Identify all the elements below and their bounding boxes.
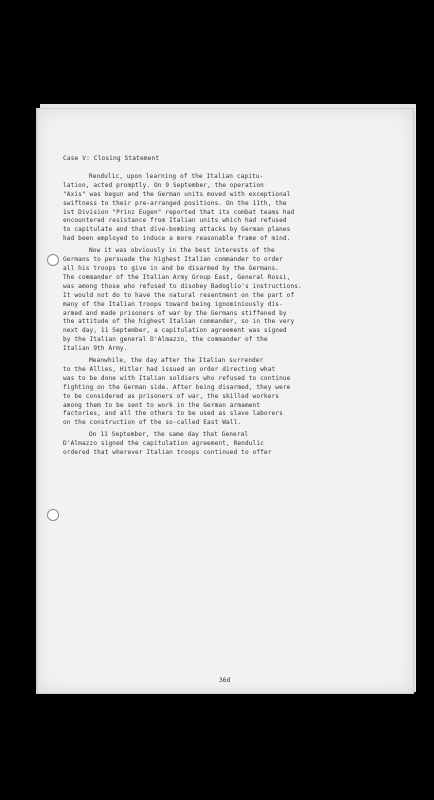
text-line: D'Almazzo signed the capitulation agreement, Rendulic: [63, 440, 264, 448]
text-line: was among those who refused to disobey Badoglio's instructions.: [63, 282, 302, 290]
document-heading: Case V: Closing Statement: [63, 155, 160, 162]
text-line: "Axis" was begun and the German units moved with exceptional: [63, 190, 291, 198]
text-line: Now it was obviously in the best interests of the: [89, 247, 275, 255]
typed-text-block: [63, 155, 401, 461]
page-edge: [37, 109, 38, 693]
text-line: factories, and all the others to be used as slave laborers: [63, 410, 283, 418]
text-line: armed and made prisoners of war by the Germans stiffened by: [63, 309, 287, 317]
document-page: [36, 108, 414, 694]
text-line: next day, 11 September, a capitulation agreement was signed: [63, 327, 287, 335]
text-line: all his troops to give in and be disarmed by the Germans.: [63, 264, 280, 272]
page-number: 36d: [219, 677, 231, 684]
text-line: swiftness to their pre-arranged positions. On the 11th, the: [63, 199, 287, 207]
text-line: on the construction of the so-called East Wall.: [63, 419, 242, 427]
paragraph-4: [63, 431, 401, 458]
punch-hole-top: [47, 254, 59, 266]
text-line: to the Allies, Hitler had issued an order directing what: [63, 365, 276, 373]
text-line: Italian 9th Army.: [63, 345, 128, 353]
paragraph-1: [63, 173, 401, 244]
text-line: ordered that wherever Italian troops continued to offer: [63, 449, 272, 457]
paragraph-3: [63, 357, 401, 428]
text-line: many of the Italian troops toward being ignominiously dis-: [63, 300, 283, 308]
text-line: Rendulic, upon learning of the Italian capitu-: [89, 172, 264, 180]
text-line: was to be done with Italian soldiers who refused to continue: [63, 374, 291, 382]
text-line: among them to be sent to work in the German armament: [63, 401, 261, 409]
punch-hole-bottom: [47, 509, 59, 521]
text-line: 1st Division "Prinz Eugen" reported that its combat teams had: [63, 208, 295, 216]
text-line: It would not do to have the natural resentment on the part of: [63, 291, 295, 299]
text-line: Germans to persuade the highest Italian commander to order: [63, 256, 283, 264]
text-line: encountered resistance from Italian units which had refused: [63, 217, 287, 225]
text-line: fighting on the German side. After being disarmed, they were: [63, 383, 291, 391]
text-line: to be considered as prisoners of war, the skilled workers: [63, 392, 280, 400]
text-line: by the Italian general D'Almazzo, the commander of the: [63, 336, 268, 344]
text-line: to capitulate and that dive-bombing attacks by German planes: [63, 226, 291, 234]
text-line: The commander of the Italian Army Group East, General Rossi,: [63, 273, 291, 281]
text-line: had been employed to induce a more reasonable frame of mind.: [63, 235, 291, 243]
paragraph-2: [63, 247, 401, 354]
text-line: On 11 September, the same day that General: [89, 431, 249, 439]
text-line: the attitude of the highest Italian commander, so in the very: [63, 318, 295, 326]
text-line: lation, acted promptly. On 9 September, the operation: [63, 181, 264, 189]
text-line: Meanwhile, the day after the Italian surrender: [89, 357, 264, 365]
